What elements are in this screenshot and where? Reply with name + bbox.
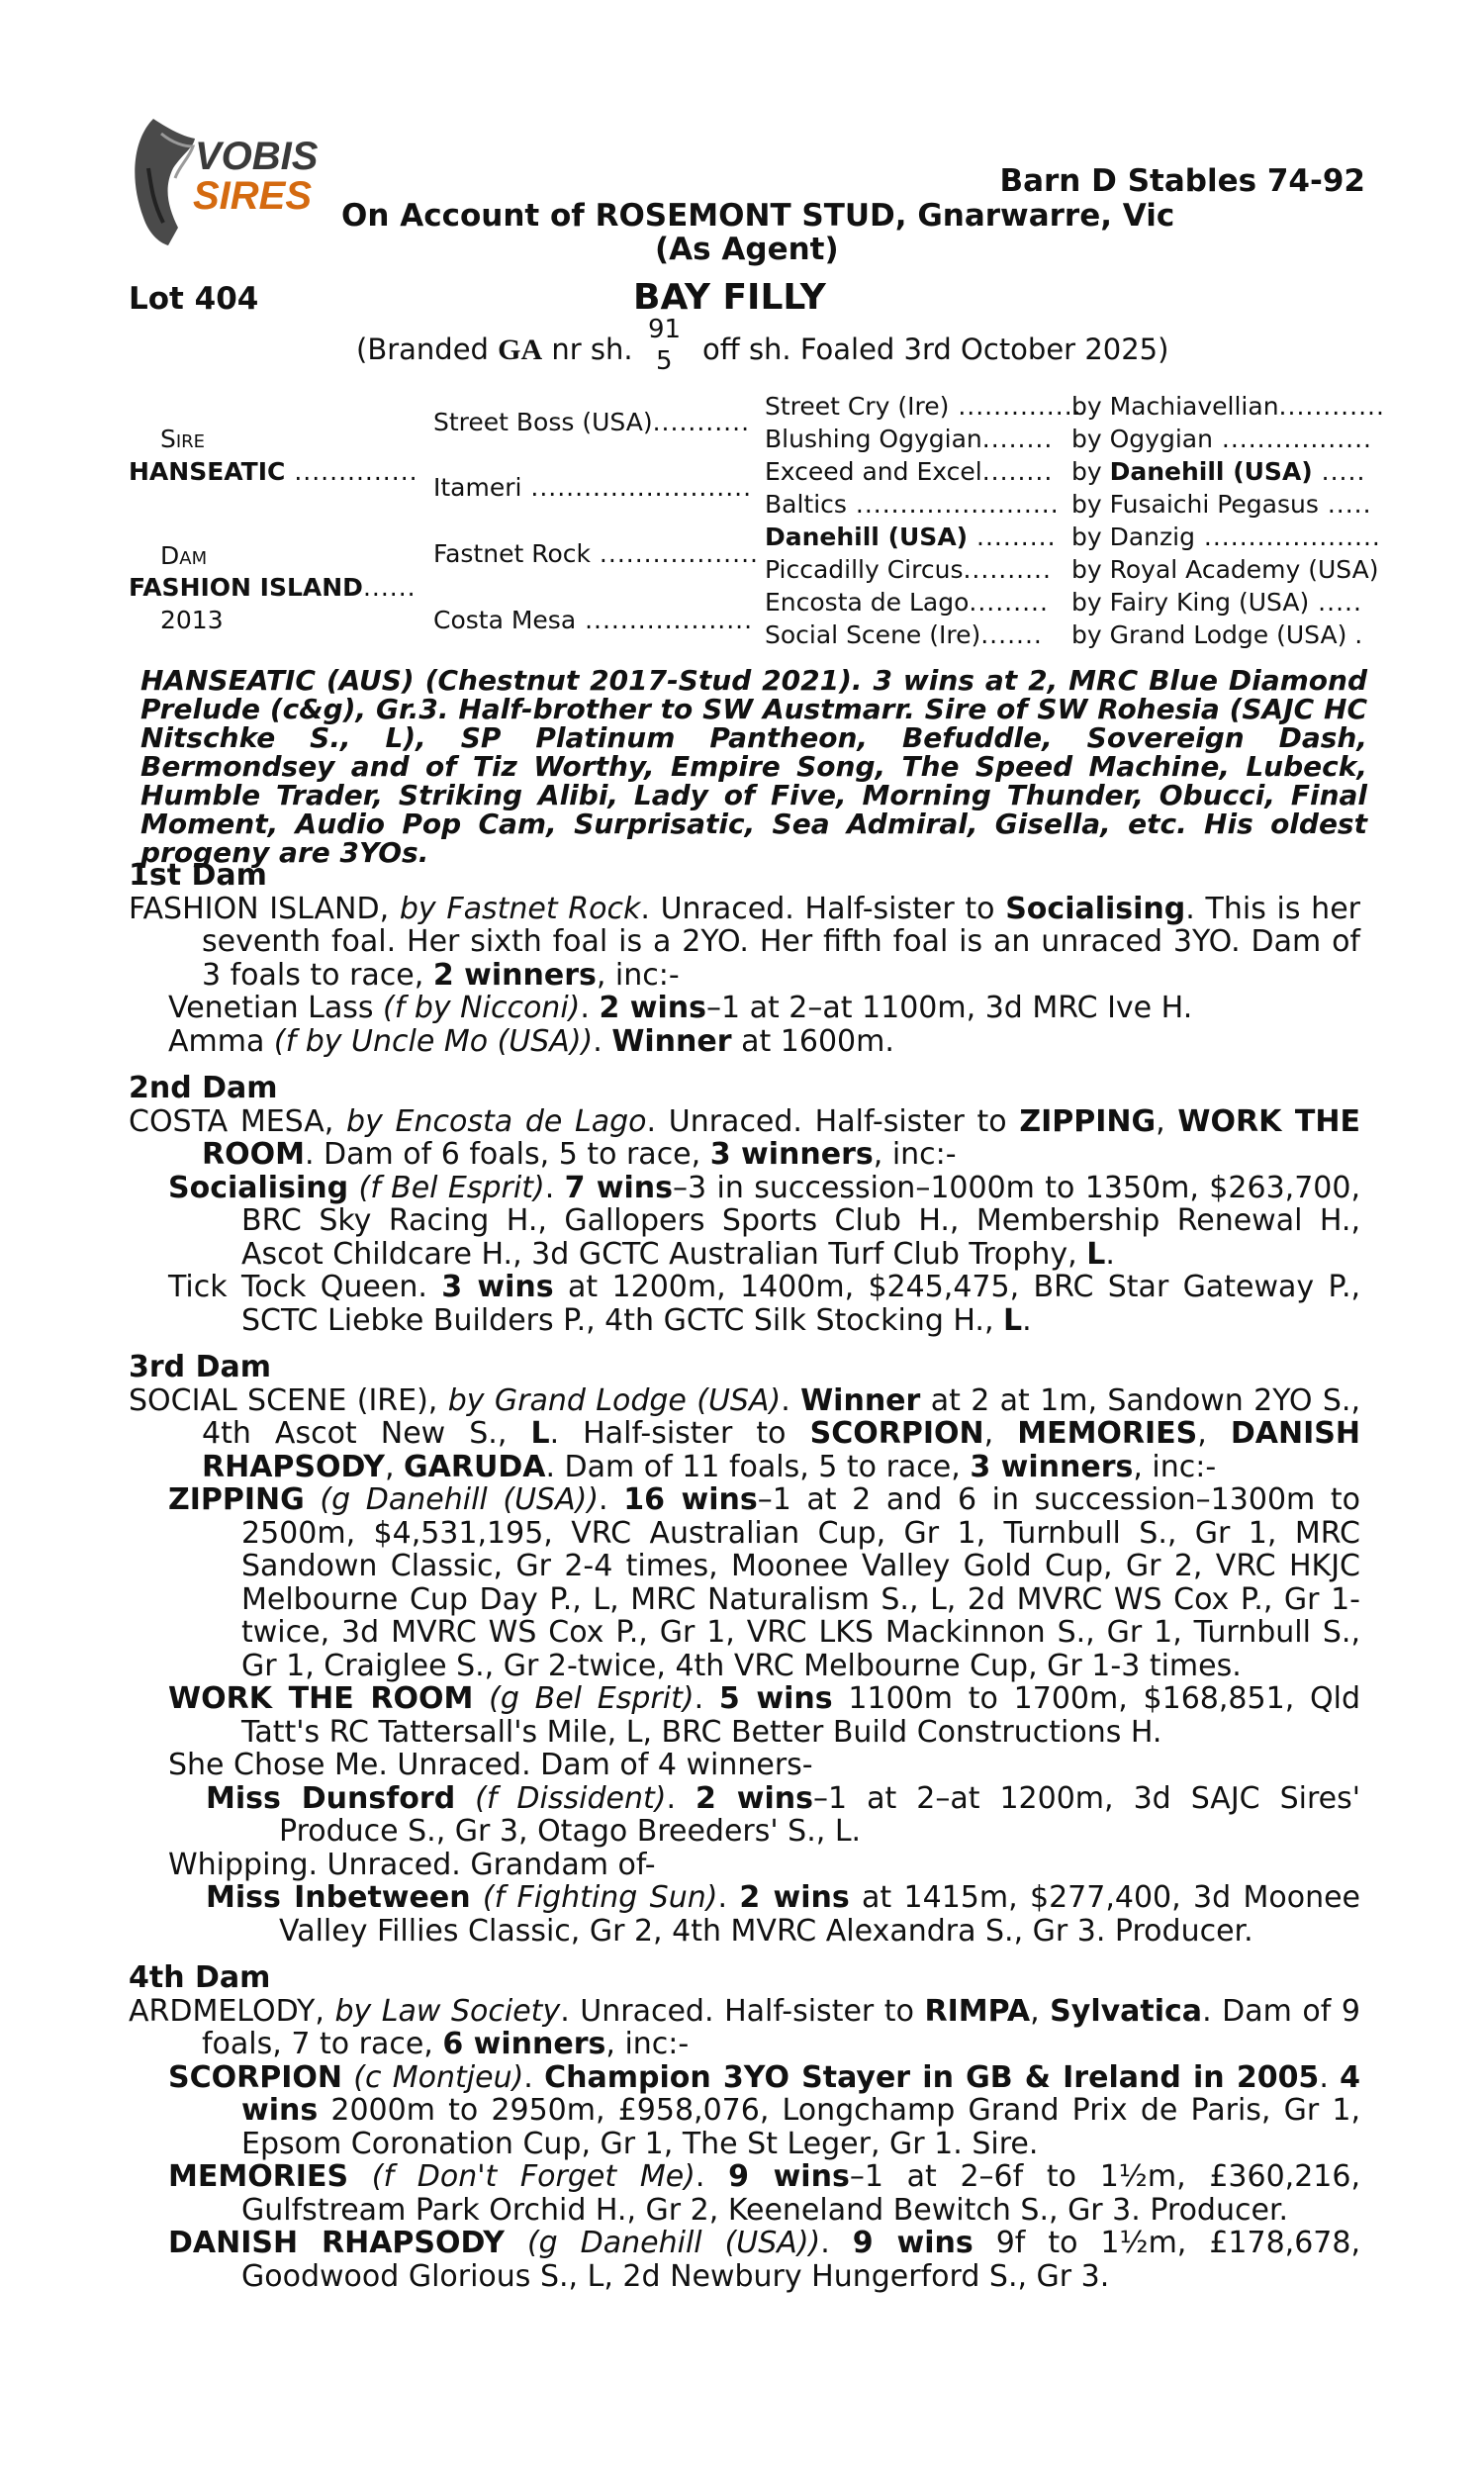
gen2-item: Fastnet Rock .................. — [433, 539, 759, 568]
text-run: 2 winners — [432, 957, 597, 993]
text-run: Winner — [611, 1023, 732, 1059]
text-run: (f by Nicconi) — [383, 991, 581, 1025]
text-run: DANISH RHAPSODY — [168, 2226, 505, 2260]
text-run: , inc:- — [596, 957, 680, 993]
text-run: Socialising — [1005, 891, 1186, 926]
text-run: . Unraced. Half-sister to — [640, 891, 1006, 926]
text-run: Sylvatica — [1050, 1993, 1203, 2029]
text-run: (g Danehill (USA)) — [526, 2226, 821, 2260]
text-run: by Fastnet Rock — [399, 891, 641, 926]
text-run: Miss Inbetween — [206, 1880, 471, 1915]
text-run: (c Montjeu) — [353, 2059, 524, 2095]
text-run: 1100m to 1700m, $168,851, Qld Tatt's RC Tattersall's Mile, L, BRC Better Build Constructions H. — [241, 1681, 1360, 1750]
text-run: Champion 3YO Stayer in GB & Ireland in 2005 — [544, 2059, 1320, 2095]
gen3-item: Danehill (USA) ......... — [765, 523, 1057, 551]
text-run: (f Dissident) — [475, 1780, 667, 1816]
text-run: L — [1003, 1302, 1023, 1338]
text-run: RIMPA — [924, 1993, 1031, 2029]
text-run: . Dam of 6 foals, 5 to race, — [304, 1137, 710, 1172]
branded-prefix: (Branded — [356, 333, 489, 366]
brand-fraction-bottom: 5 — [656, 346, 673, 376]
text-run: COSTA MESA, — [129, 1103, 334, 1139]
text-run: 9 wins — [728, 2159, 850, 2194]
gen2-item: Itameri ......................... — [433, 473, 753, 502]
branded-suffix: off sh. Foaled 3rd October 2025) — [702, 333, 1169, 366]
sire-name: HANSEATIC .............. — [129, 457, 418, 486]
text-run: (f Don't Forget Me) — [371, 2159, 696, 2194]
text-run: SCORPION — [809, 1416, 984, 1451]
text-run: at 1415m, $277,400, 3d Moonee Valley Fillies Classic, Gr 2, 4th MVRC Alexandra S., Gr 3. Producer. — [279, 1880, 1361, 1949]
text-run: MEMORIES — [168, 2159, 349, 2194]
sire-summary: HANSEATIC (AUS) (Chestnut 2017-Stud 2021). 3 wins at 2, MRC Blue Diamond Prelude (c&g), Gr.3. Half-brother to SW Austmarr. Sire of SW Rohesia (SAJC HC Nitschke S., L), SP Platinum Pantheon, Befuddle, Sovereign Dash, Bermondsey and of Tiz Worthy, Empire Song, The Speed Machine, Lubeck, Humble Trader, Striking Alibi, Lady of Five, Morning Thunder, Obucci, Final Moment, Audio Pop Cam, Surprisatic, Sea Admiral, Gisella, etc. His oldest progeny are 3YOs. — [140, 664, 1367, 869]
gen3-item: Piccadilly Circus.......... — [765, 555, 1052, 584]
text-run: 2 wins — [696, 1780, 813, 1816]
text-run: 5 wins — [718, 1681, 833, 1716]
text-run: WORK THE ROOM — [168, 1681, 474, 1716]
gen3-item: Social Scene (Ire)....... — [765, 620, 1043, 649]
progeny-entry: Socialising (f Bel Esprit). 7 wins–3 in succession–1000m to 1350m, $263,700, BRC Sky Racing H., Gallopers Sports Club H., Membership Renewal H., Ascot Childcare H., 3d GCTC Australian Turf Club Trophy, L. — [168, 1170, 1360, 1272]
text-run: . Half-sister to — [549, 1416, 810, 1451]
text-run: by Grand Lodge (USA) — [447, 1382, 782, 1418]
text-run: . Unraced. Half-sister to — [646, 1103, 1020, 1139]
text-run: Tick Tock Queen. — [168, 1270, 427, 1304]
text-run: , inc:- — [1133, 1449, 1217, 1484]
catalogue-body — [129, 859, 1360, 2293]
gen3-item: Street Cry (Ire) .............. — [765, 392, 1082, 421]
progeny-entry — [129, 1849, 1360, 1882]
progeny-entry: DANISH RHAPSODY (g Danehill (USA)). 9 wins 9f to 1½m, £178,678, Goodwood Glorious S., L, 2d Newbury Hungerford S., Gr 3. — [168, 2226, 1360, 2294]
progeny-entry: Venetian Lass (f by Nicconi). 2 wins–1 at 2–at 1100m, 3d MRC Ive H. — [168, 991, 1193, 1025]
grand-progeny-entry: Miss Dunsford (f Dissident). 2 wins–1 at 2–at 1200m, 3d SAJC Sires' Produce S., Gr 3, Otago Breeders' S., L. — [206, 1780, 1361, 1849]
text-run: , inc:- — [605, 2027, 690, 2061]
progeny-entry: SCORPION (c Montjeu). Champion 3YO Stayer in GB & Ireland in 2005. 4 wins 2000m to 2950m, £958,076, Longchamp Grand Prix de Paris, Gr 1, Epsom Coronation Cup, Gr 1, The St Leger, Gr 1. Sire. — [168, 2059, 1361, 2161]
progeny-entry: MEMORIES (f Don't Forget Me). 9 wins–1 at 2–6f to 1½m, £360,216, Gulfstream Park Orchid H., Gr 2, Keeneland Bewitch S., Gr 3. Producer. — [168, 2159, 1360, 2228]
sire-label: Sire — [160, 425, 206, 453]
third-dam-entry: SOCIAL SCENE (IRE), by Grand Lodge (USA). Winner at 2 at 1m, Sandown 2YO S., 4th Ascot New S., L. Half-sister to SCORPION, MEMORIES, DANISH RHAPSODY, GARUDA. Dam of 11 foals, 5 to race, 3 winners, inc:- — [129, 1382, 1361, 1484]
barn-location: Barn D Stables 74-92 — [999, 163, 1365, 199]
text-run: Amma — [168, 1023, 274, 1059]
text-run: –1 at 2 and 6 in succession–1300m to 2500m, $4,531,195, VRC Australian Cup, Gr 1, Turnbull S., Gr 1, MRC Sandown Classic, Gr 2-4 times, Moonee Valley Gold Cup, Gr 2, VRC HKJC Melbourne Cup Day P., L, MRC Naturalism S., L, 2d MVRC WS Cox P., Gr 1-twice, 3d MVRC WS Cox P., Gr 1, VRC LKS Mackinnon S., Gr 1, Turnbull S., Gr 1, Craiglee S., Gr 2-twice, 4th VRC Melbourne Cup, Gr 1-3 times. — [241, 1482, 1360, 1683]
text-run: at 1200m, 1400m, $245,475, BRC Star Gateway P., SCTC Liebke Builders P., 4th GCTC Silk Stocking H., — [241, 1270, 1361, 1338]
brand-description — [356, 333, 633, 367]
text-run: at 2 at 1m, Sandown 2YO S., 4th Ascot New S., — [202, 1382, 1360, 1451]
text-run: (f Fighting Sun) — [482, 1880, 718, 1915]
text-run: Venetian Lass — [168, 991, 384, 1025]
text-run: 16 wins — [623, 1482, 758, 1517]
agent-line: (As Agent) — [655, 232, 839, 267]
gen4-item: by Ogygian ................. — [1071, 425, 1372, 453]
text-run: , inc:- — [873, 1137, 957, 1172]
gen4-item: by Royal Academy (USA) — [1071, 555, 1379, 584]
text-run: WORK THE ROOM — [202, 1103, 1361, 1172]
text-run: Miss Dunsford — [206, 1780, 456, 1816]
gen4-item: by Danzig .................... — [1071, 523, 1381, 551]
dam-label: Dam — [160, 541, 208, 570]
gen2-item: Street Boss (USA)........... — [433, 408, 751, 436]
gen3-item: Blushing Ogygian........ — [765, 425, 1054, 453]
text-run: ZIPPING — [168, 1482, 305, 1517]
first-dam-entry — [129, 893, 1360, 993]
text-run: FASHION ISLAND, — [129, 891, 390, 926]
text-run: at 1600m. — [731, 1023, 894, 1059]
text-run: ZIPPING — [1019, 1103, 1157, 1139]
text-run: 3 wins — [441, 1270, 554, 1304]
account-line: On Account of ROSEMONT STUD, Gnarwarre, Vic — [341, 198, 1175, 234]
text-run: SOCIAL SCENE (IRE), — [129, 1382, 438, 1418]
text-run: DANISH RHAPSODY — [202, 1416, 1361, 1484]
gen4-item: by Fairy King (USA) ..... — [1071, 588, 1362, 617]
gen3-item: Baltics ....................... — [765, 490, 1060, 519]
text-run: 4 wins — [241, 2059, 1361, 2128]
progeny-entry: Amma (f by Uncle Mo (USA)). Winner at 1600m. — [168, 1023, 894, 1059]
progeny-entry: Tick Tock Queen. 3 wins at 1200m, 1400m, $245,475, BRC Star Gateway P., SCTC Liebke Builders P., 4th GCTC Silk Stocking H., L. — [168, 1270, 1361, 1338]
text-run: . Unraced. Half-sister to — [560, 1993, 925, 2029]
lot-title: BAY FILLY — [633, 277, 826, 318]
text-run: L — [530, 1416, 550, 1451]
text-run: She Chose Me. Unraced. Dam of 4 winners- — [168, 1748, 813, 1782]
dam-name: FASHION ISLAND...... — [129, 573, 417, 602]
text-run: –1 at 2–6f to 1½m, £360,216, Gulfstream Park Orchid H., Gr 2, Keeneland Bewitch S., Gr 3. Producer. — [241, 2159, 1360, 2228]
logo-word-vobis: VOBIS — [195, 135, 319, 178]
text-run: 3 winners — [709, 1137, 874, 1172]
first-dam-heading: 1st Dam — [129, 858, 267, 893]
text-run: ARDMELODY, — [129, 1993, 325, 2029]
text-run: 2 wins — [739, 1880, 850, 1915]
text-run: 6 winners — [442, 2027, 606, 2061]
text-run: 2 wins — [599, 991, 706, 1025]
text-run: (g Bel Esprit) — [489, 1681, 695, 1716]
text-run: by Law Society — [334, 1993, 561, 2029]
text-run: Winner — [800, 1382, 921, 1418]
text-run: (f Bel Esprit) — [358, 1170, 545, 1205]
text-run: 7 wins — [564, 1170, 674, 1205]
text-run: 3 winners — [970, 1449, 1134, 1484]
text-run: . This is her seventh foal. Her sixth foal is a 2YO. Her fifth foal is an unraced 3YO. Dam of 3 foals to race, — [202, 891, 1360, 993]
brand-fraction-top: 91 — [648, 315, 682, 344]
text-run: . Dam of 9 foals, 7 to race, — [202, 1993, 1360, 2061]
branded-mid: nr sh. — [551, 333, 633, 366]
gen3-item: Encosta de Lago......... — [765, 588, 1049, 617]
text-run: Socialising — [168, 1170, 349, 1205]
text-run: SCORPION — [168, 2059, 342, 2095]
third-dam-heading: 3rd Dam — [129, 1350, 271, 1384]
text-run: –1 at 2–at 1200m, 3d SAJC Sires' Produce S., Gr 3, Otago Breeders' S., L. — [279, 1780, 1361, 1849]
text-run: Whipping. Unraced. Grandam of- — [168, 1847, 656, 1882]
text-run: L — [1086, 1236, 1106, 1272]
vobis-sires-logo — [124, 109, 322, 247]
fourth-dam-heading: 4th Dam — [129, 1960, 271, 1995]
grand-progeny-entry: Miss Inbetween (f Fighting Sun). 2 wins at 1415m, $277,400, 3d Moonee Valley Fillies Classic, Gr 2, 4th MVRC Alexandra S., Gr 3. Producer. — [206, 1880, 1361, 1949]
text-run: (g Danehill (USA)) — [320, 1482, 600, 1517]
brand-mark: GA — [498, 333, 543, 366]
progeny-entry — [129, 1749, 1360, 1782]
gen2-item: Costa Mesa ................... — [433, 606, 754, 634]
text-run: 9 wins — [852, 2226, 974, 2260]
logo-word-sires: SIRES — [193, 174, 313, 218]
text-run: GARUDA — [404, 1449, 546, 1484]
fourth-dam-entry: ARDMELODY, by Law Society. Unraced. Half-sister to RIMPA, Sylvatica. Dam of 9 foals, 7 to race, 6 winners, inc:- — [129, 1993, 1360, 2061]
gen4-item: by Fusaichi Pegasus ..... — [1071, 490, 1372, 519]
text-run: (f by Uncle Mo (USA)) — [273, 1023, 594, 1059]
progeny-entry: ZIPPING (g Danehill (USA)). 16 wins–1 at 2 and 6 in succession–1300m to 2500m, $4,531,195, VRC Australian Cup, Gr 1, Turnbull S., Gr 1, MRC Sandown Classic, Gr 2-4 times, Moonee Valley Gold Cup, Gr 2, VRC HKJC Melbourne Cup Day P., L, MRC Naturalism S., L, 2d MVRC WS Cox P., Gr 1-twice, 3d MVRC WS Cox P., Gr 1, VRC LKS Mackinnon S., Gr 1, Turnbull S., Gr 1, Craiglee S., Gr 2-twice, 4th VRC Melbourne Cup, Gr 1-3 times. — [168, 1482, 1360, 1683]
text-run: by Encosta de Lago — [346, 1103, 647, 1139]
text-run: 2000m to 2950m, £958,076, Longchamp Grand Prix de Paris, Gr 1, Epsom Coronation Cup, Gr 1, The St Leger, Gr 1. Sire. — [241, 2093, 1360, 2161]
gen4-item: by Danehill (USA) ..... — [1071, 457, 1366, 486]
progeny-entry: WORK THE ROOM (g Bel Esprit). 5 wins 1100m to 1700m, $168,851, Qld Tatt's RC Tattersall's Mile, L, BRC Better Build Constructions H. — [168, 1681, 1360, 1750]
text-run: –3 in succession–1000m to 1350m, $263,700, BRC Sky Racing H., Gallopers Sports Club H., Membership Renewal H., Ascot Childcare H., 3d GCTC Australian Turf Club Trophy, — [241, 1170, 1360, 1272]
gen4-item: by Grand Lodge (USA) . — [1071, 620, 1363, 649]
text-run: . Dam of 11 foals, 5 to race, — [545, 1449, 971, 1484]
text-run: –1 at 2–at 1100m, 3d MRC Ive H. — [705, 991, 1193, 1025]
text-run: 9f to 1½m, £178,678, Goodwood Glorious S., L, 2d Newbury Hungerford S., Gr 3. — [241, 2226, 1360, 2294]
second-dam-heading: 2nd Dam — [129, 1071, 278, 1105]
dam-year: 2013 — [160, 606, 224, 634]
lot-number: Lot 404 — [129, 281, 259, 317]
gen3-item: Exceed and Excel........ — [765, 457, 1054, 486]
gen4-item: by Machiavellian............ — [1071, 392, 1385, 421]
second-dam-entry: COSTA MESA, by Encosta de Lago. Unraced. Half-sister to ZIPPING, WORK THE ROOM. Dam of 6 foals, 5 to race, 3 winners, inc:- — [129, 1103, 1361, 1172]
text-run: MEMORIES — [1017, 1416, 1198, 1451]
